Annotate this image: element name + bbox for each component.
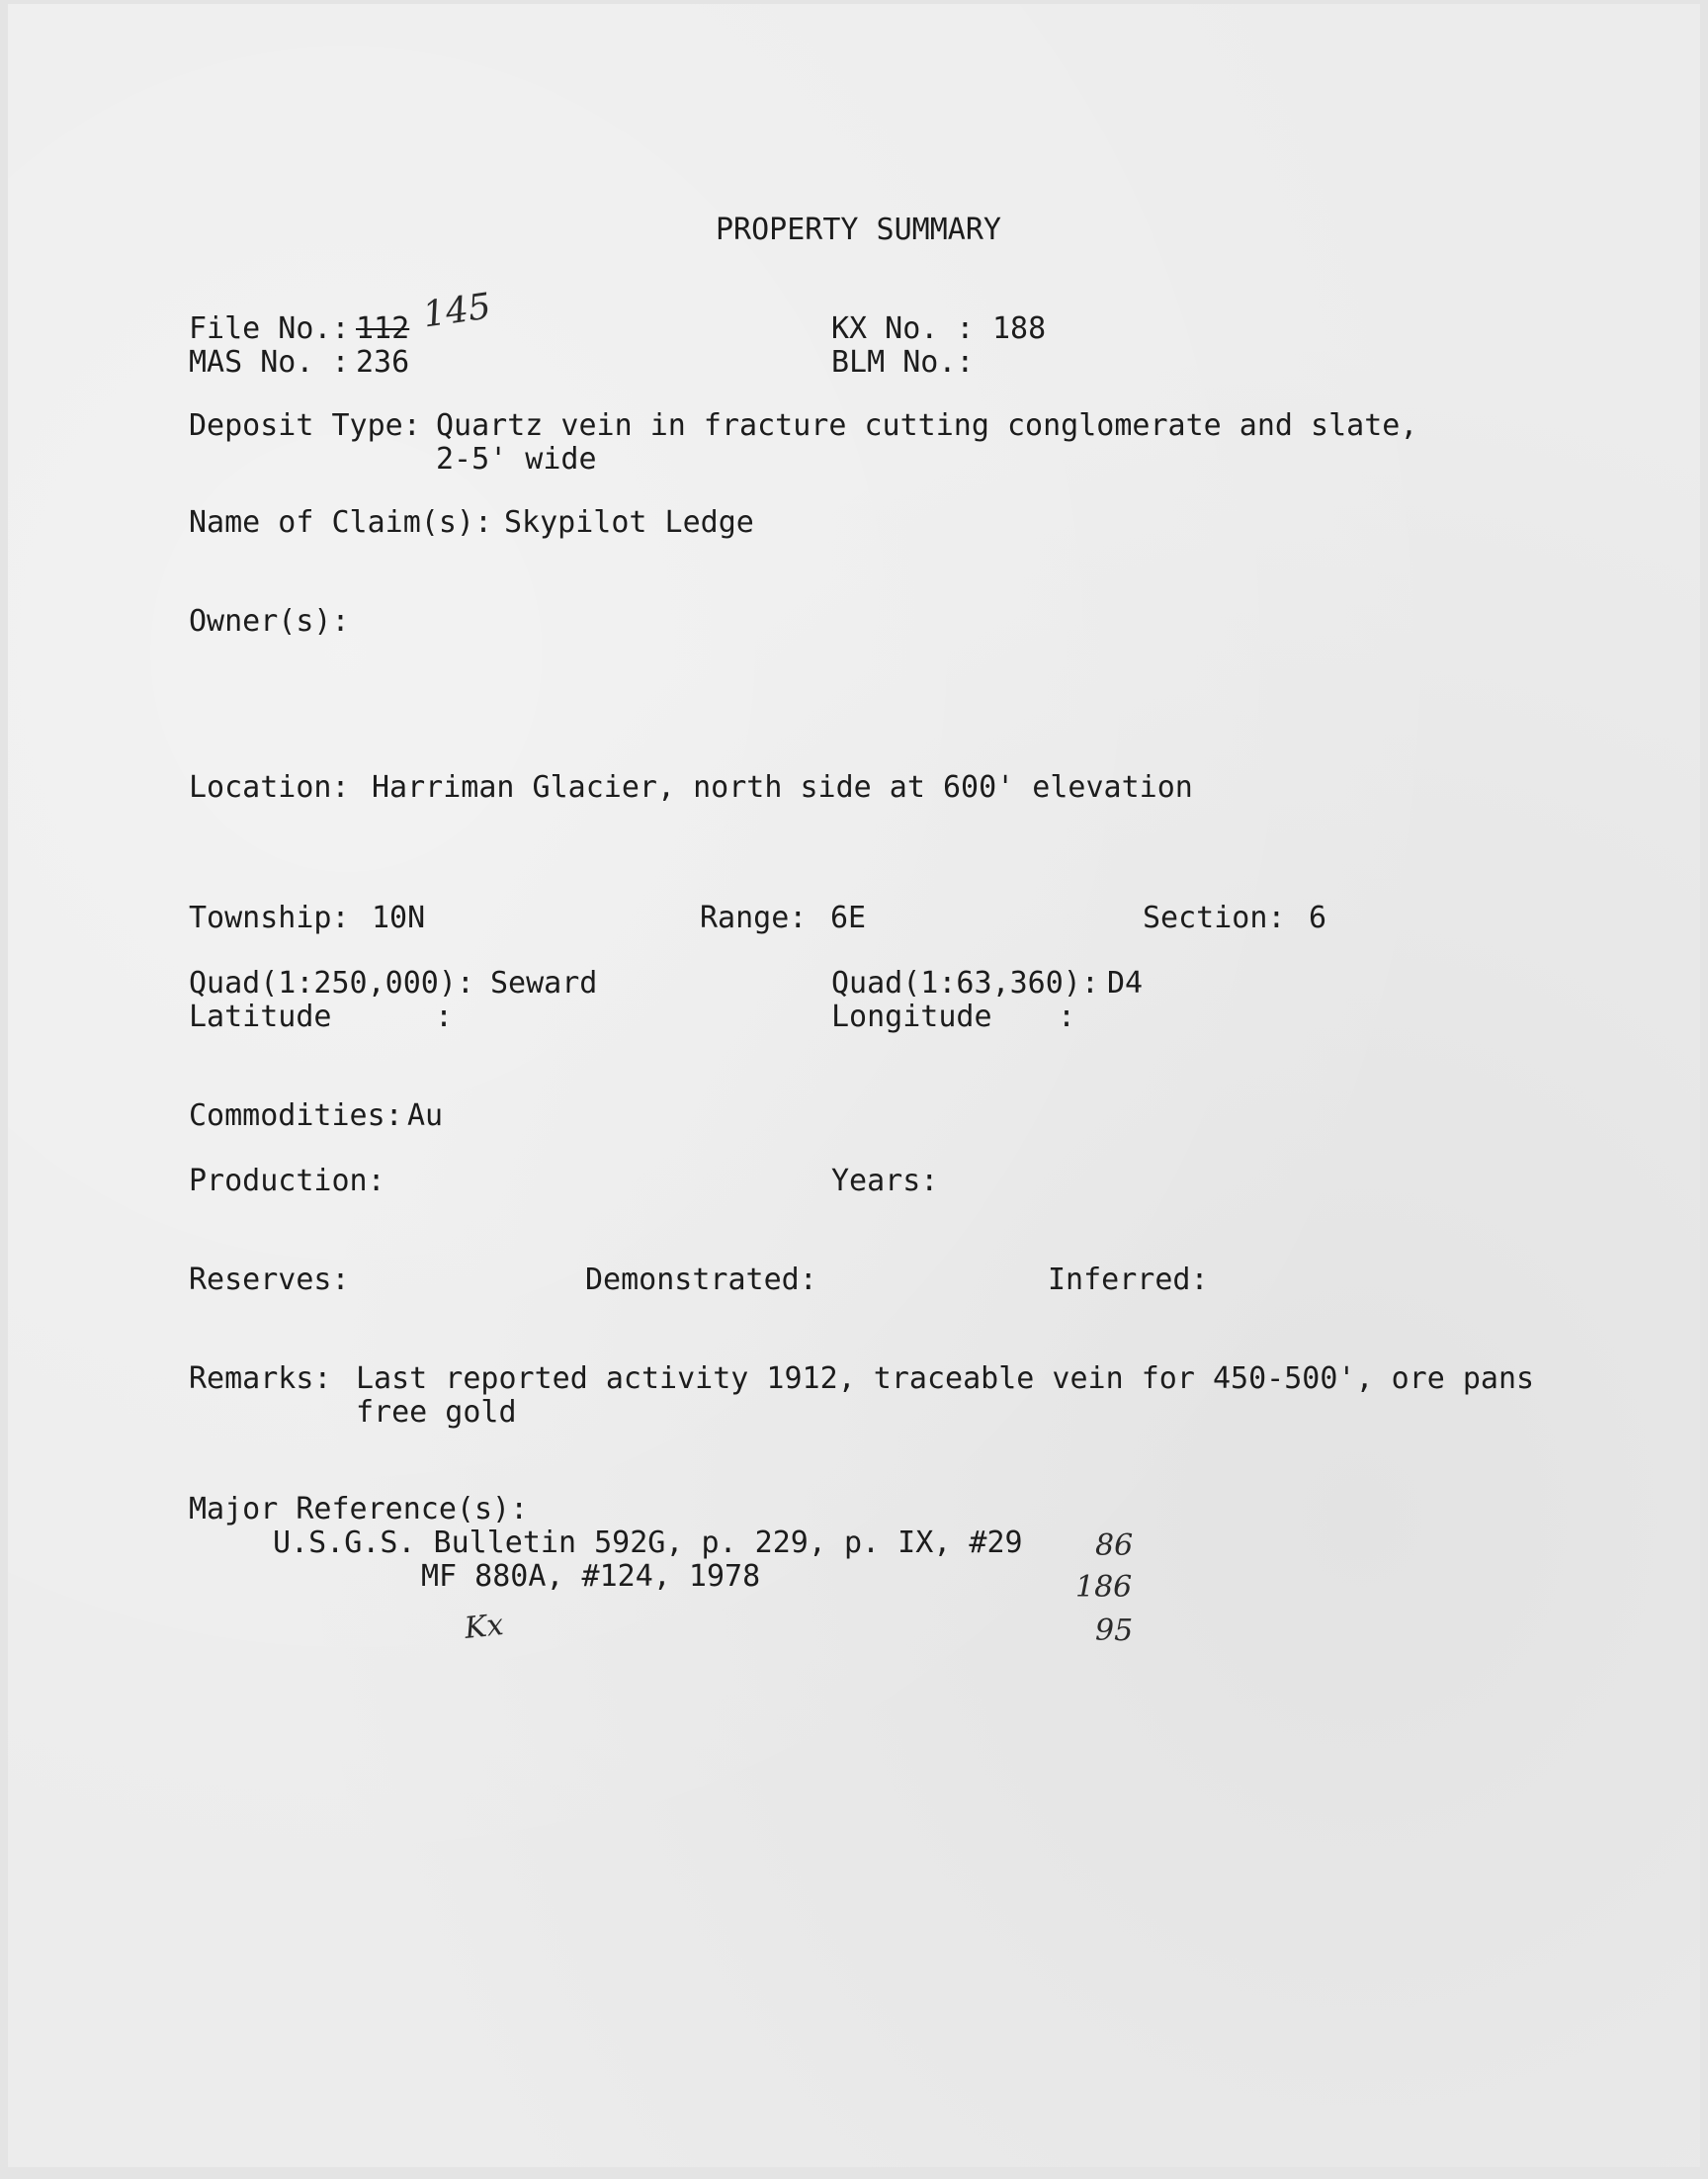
document-page	[8, 4, 1700, 2167]
file-no-struck-value: 112	[356, 311, 410, 346]
kx-no-label: KX No. :	[831, 311, 975, 346]
reference-item: MF 880A, #124, 1978	[421, 1559, 761, 1594]
remarks-line2: free gold	[356, 1395, 517, 1430]
blm-no-label: BLM No.:	[831, 345, 975, 380]
handwritten-number: 186	[1075, 1570, 1133, 1605]
latitude-colon: :	[435, 1000, 454, 1034]
location-value: Harriman Glacier, north side at 600' elevation	[372, 770, 1193, 805]
quad-250-label: Quad(1:250,000):	[189, 966, 474, 1001]
quad-63-label: Quad(1:63,360):	[831, 966, 1099, 1001]
remarks-line1: Last reported activity 1912, traceable vein for 450-500', ore pans	[356, 1361, 1535, 1396]
range-value: 6E	[830, 901, 867, 935]
range-label: Range:	[700, 901, 808, 935]
deposit-type-line2: 2-5' wide	[436, 442, 597, 477]
claims-label: Name of Claim(s):	[189, 505, 493, 540]
demonstrated-label: Demonstrated:	[585, 1263, 817, 1297]
production-label: Production:	[189, 1164, 385, 1198]
page-title: PROPERTY SUMMARY	[716, 213, 1001, 247]
longitude-colon: :	[1058, 1000, 1076, 1034]
section-value: 6	[1309, 901, 1327, 935]
remarks-label: Remarks:	[189, 1361, 332, 1396]
mas-no-label: MAS No. :	[189, 345, 350, 380]
file-no-label: File No.:	[189, 311, 350, 346]
township-value: 10N	[372, 901, 426, 935]
kx-no-value: 188	[992, 311, 1047, 346]
references-label: Major Reference(s):	[189, 1492, 529, 1526]
deposit-type-line1: Quartz vein in fracture cutting conglomerate and slate,	[436, 408, 1418, 443]
claims-value: Skypilot Ledge	[504, 505, 754, 540]
quad-250-value: Seward	[490, 966, 598, 1001]
reserves-label: Reserves:	[189, 1263, 350, 1297]
commodities-value: Au	[407, 1098, 444, 1133]
section-label: Section:	[1143, 901, 1286, 935]
commodities-label: Commodities:	[189, 1098, 403, 1133]
reference-item: U.S.G.S. Bulletin 592G, p. 229, p. IX, #29	[273, 1525, 1023, 1560]
quad-63-value: D4	[1107, 966, 1144, 1001]
township-label: Township:	[189, 901, 350, 935]
latitude-label: Latitude	[189, 1000, 332, 1034]
handwritten-number: 86	[1095, 1528, 1134, 1563]
inferred-label: Inferred:	[1048, 1263, 1209, 1297]
longitude-label: Longitude	[831, 1000, 992, 1034]
owners-label: Owner(s):	[189, 604, 350, 639]
handwritten-number: 95	[1095, 1613, 1134, 1648]
deposit-type-label: Deposit Type:	[189, 408, 421, 443]
file-no-handwritten-value: 145	[420, 286, 494, 336]
handwritten-kx: Kx	[463, 1608, 506, 1646]
mas-no-value: 236	[356, 345, 410, 380]
years-label: Years:	[831, 1164, 939, 1198]
location-label: Location:	[189, 770, 350, 805]
